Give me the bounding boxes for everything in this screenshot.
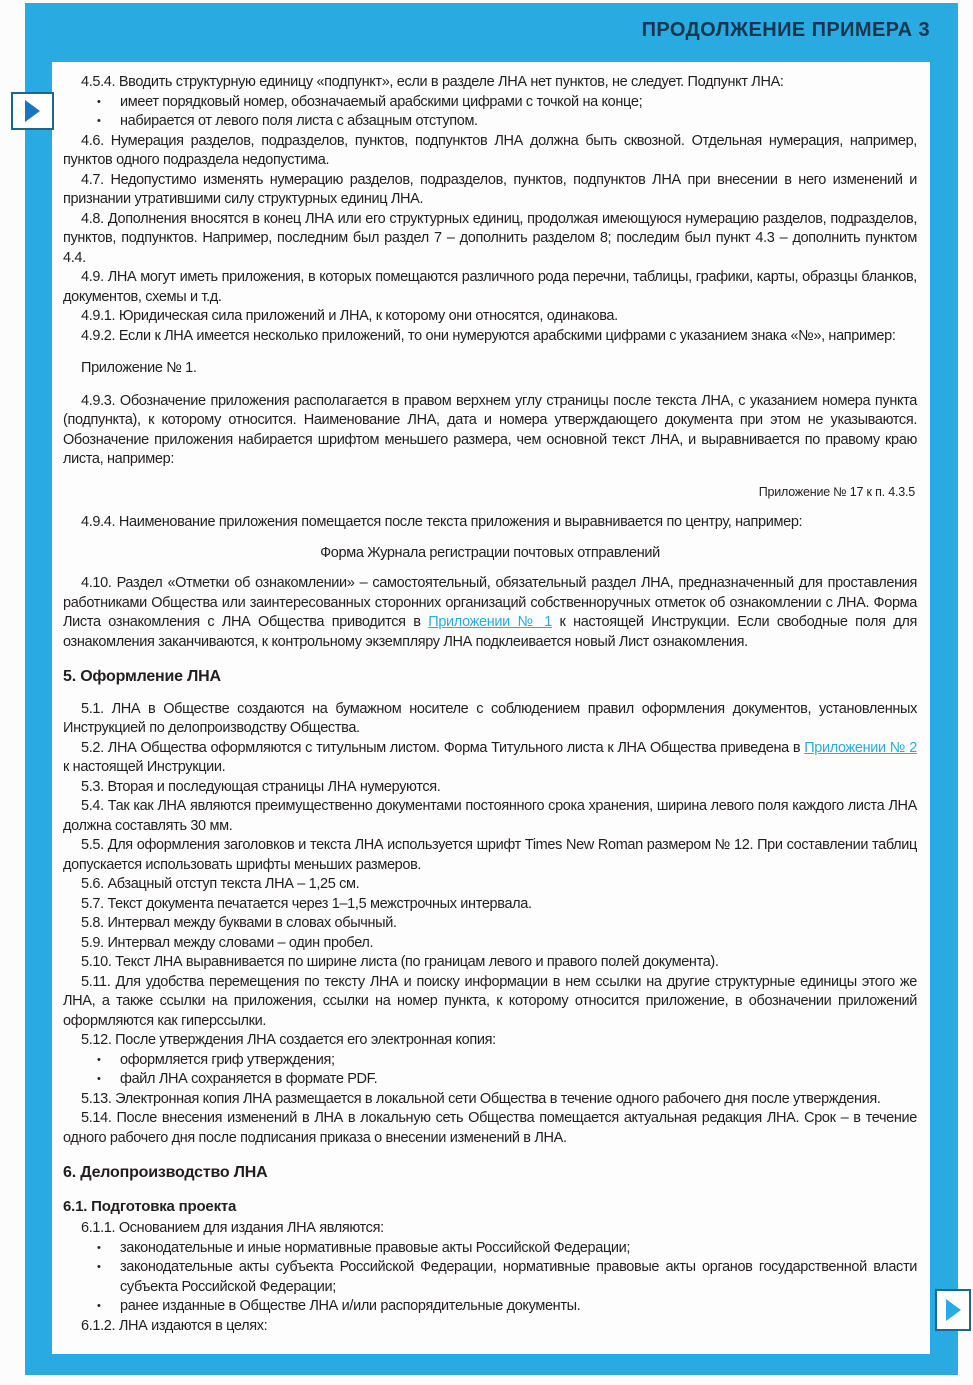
list-item-text: ранее изданные в Обществе ЛНА и/или распорядительные документы. [120, 1298, 581, 1314]
bullet-icon: • [97, 1053, 101, 1066]
paragraph: 4.6. Нумерация разделов, подразделов, пунктов, подпунктов ЛНА должна быть сквозной. Отдельная нумерация, например, пунктов одного подраздела недопустима. [63, 132, 917, 168]
continuation-marker-left [11, 92, 54, 130]
list-item [63, 1258, 917, 1297]
paragraph: 5.13. Электронная копия ЛНА размещается в локальной сети Общества в течение одного рабочего дня после утверждения. [81, 1090, 881, 1107]
appendix-link[interactable]: Приложении № 2 [804, 739, 917, 756]
paragraph: 5.4. Так как ЛНА являются преимущественно документами постоянного срока хранения, ширина левого поля каждого листа ЛНА должна составлять 30 мм. [63, 798, 917, 834]
subsection-heading: 6.1. Подготовка проекта [63, 1197, 237, 1215]
centered-line: Форма Журнала регистрации почтовых отправлений [320, 544, 660, 561]
arrow-right-icon [25, 100, 40, 122]
list-item [63, 112, 917, 132]
arrow-right-icon [946, 1299, 961, 1321]
paragraph: 5.12. После утверждения ЛНА создается его электронная копия: [81, 1032, 496, 1048]
page-frame [25, 3, 958, 1375]
paragraph: 4.9.1. Юридическая сила приложений и ЛНА, к которому они относятся, одинакова. [81, 308, 618, 324]
paragraph: 6.1.2. ЛНА издаются в целях: [81, 1317, 268, 1334]
list-item-text: оформляется гриф утверждения; [120, 1051, 335, 1068]
paragraph-text: 4.10. Раздел «Отметки об ознакомлении» – самостоятельный, обязательный раздел ЛНА, предназначенный для проставления работниками Общества или заинтересованных сторонних организаций собственноручных отметок об ознакомлении с ЛНА. Форма Листа ознакомления с ЛНА Общества приводится в [63, 575, 917, 630]
example-line: Приложение № 1. [81, 360, 197, 376]
paragraph [63, 574, 917, 652]
list-item-text: законодательные акты субъекта Российской Федерации, нормативные правовые акты органов государственной власти субъекта Российской Федерации; [120, 1259, 917, 1295]
section-heading: 5. Оформление ЛНА [63, 668, 221, 685]
list-item [63, 1070, 917, 1090]
list-item-text: файл ЛНА сохраняется в формате PDF. [120, 1071, 378, 1087]
list-item-text: набирается от левого поля листа с абзацным отступом. [120, 113, 478, 129]
bullet-icon: • [97, 1261, 101, 1273]
paragraph-text: к настоящей Инструкции. Если свободные поля для ознакомления заканчиваются, к контрольному экземпляру ЛНА подклеивается новый Лист ознакомления. [63, 614, 917, 650]
bullet-icon: • [97, 115, 101, 127]
list-item [63, 93, 917, 113]
bullet-icon: • [97, 1073, 101, 1085]
list-item-text: имеет порядковый номер, обозначаемый арабскими цифрами с точкой на конце; [120, 93, 643, 110]
list-item-text: законодательные и иные нормативные правовые акты Российской Федерации; [120, 1239, 631, 1256]
paragraph: 5.10. Текст ЛНА выравнивается по ширине листа (по границам левого и правого полей документа). [81, 954, 719, 970]
paragraph [63, 739, 917, 778]
paragraph-text: к настоящей Инструкции. [63, 759, 226, 775]
paragraph: 4.9.4. Наименование приложения помещается после текста приложения и выравнивается по центру, например: [81, 514, 803, 530]
paragraph: 5.6. Абзацный отступ текста ЛНА – 1,25 см. [81, 876, 360, 892]
appendix-note: Приложение № 17 к п. 4.3.5 [758, 484, 915, 499]
paragraph: 5.9. Интервал между словами – один пробел. [81, 934, 374, 951]
paragraph: 4.8. Дополнения вносятся в конец ЛНА или его структурных единиц, продолжая имеющуюся нумерацию разделов, подразделов, пунктов, подпунктов. Например, последним был раздел 7 – дополнить разделом 8; последим был пункт 4.3 – дополнить пунктом 4.4. [63, 210, 917, 266]
list-item [63, 1239, 917, 1259]
paragraph: 4.5.4. Вводить структурную единицу «подпункт», если в разделе ЛНА нет пунктов, не следует. Подпункт ЛНА: [81, 74, 784, 90]
bullet-icon: • [97, 1241, 101, 1254]
paragraph-text: 5.2. ЛНА Общества оформляются с титульным листом. Форма Титульного листа к ЛНА Общества приведена в [81, 739, 805, 756]
section-heading: 6. Делопроизводство ЛНА [63, 1164, 268, 1181]
paragraph: 4.9.3. Обозначение приложения располагается в правом верхнем углу страницы после текста ЛНА, с указанием номера пункта (подпункта), к которому относится. Наименование ЛНА, дата и номера утверждающего документа при этом не указываются. Обозначение приложения набирается шрифтом меньшего размера, чем основной текст ЛНА, и выравнивается по правому краю листа, например: [63, 392, 917, 467]
bullet-icon: • [97, 95, 101, 108]
paragraph: 5.14. После внесения изменений в ЛНА в локальную сеть Общества помещается актуальная редакция ЛНА. Срок – в течение одного рабочего дня после подписания приказа о внесении изменений в ЛНА. [63, 1110, 917, 1146]
paragraph: 4.9. ЛНА могут иметь приложения, в которых помещаются различного рода перечни, таблицы, графики, карты, образцы бланков, документов, схемы и т.д. [63, 269, 917, 305]
paragraph: 6.1.1. Основанием для издания ЛНА являются: [81, 1220, 384, 1236]
page-title: ПРОДОЛЖЕНИЕ ПРИМЕРА 3 [641, 19, 930, 41]
paragraph: 5.11. Для удобства перемещения по тексту ЛНА и поиску информации в нем ссылки на другие структурные единицы этого же ЛНА, а также ссылки на приложения, ссылки на номер пункта, к которому относится приложение, в обозначении приложений оформляются как гиперссылки. [63, 973, 917, 1029]
paragraph: 5.3. Вторая и последующая страницы ЛНА нумеруются. [81, 778, 441, 795]
document-body [52, 62, 930, 1354]
appendix-link[interactable]: Приложении № 1 [428, 614, 552, 630]
paragraph: 4.7. Недопустимо изменять нумерацию разделов, подразделов, пунктов, подпунктов ЛНА при внесении в него изменений и признании утратившими силу структурных единиц ЛНА. [63, 171, 917, 207]
paragraph: 5.5. Для оформления заголовков и текста ЛНА используется шрифт Times New Roman размером № 12. При составлении таблиц допускается использовать шрифты меньших размеров. [63, 837, 917, 873]
paragraph: 5.8. Интервал между буквами в словах обычный. [81, 915, 397, 931]
paragraph: 5.1. ЛНА в Обществе создаются на бумажном носителе с соблюдением правил оформления документов, установленных Инструкцией по делопроизводству Общества. [63, 700, 917, 736]
list-item [63, 1297, 917, 1317]
continuation-marker-right [935, 1289, 971, 1331]
paragraph: 5.7. Текст документа печатается через 1–1,5 межстрочных интервала. [81, 895, 532, 912]
paragraph: 4.9.2. Если к ЛНА имеется несколько приложений, то они нумеруются арабскими цифрами с указанием знака «№», например: [81, 327, 896, 344]
bullet-icon: • [97, 1300, 101, 1312]
list-item [63, 1051, 917, 1071]
